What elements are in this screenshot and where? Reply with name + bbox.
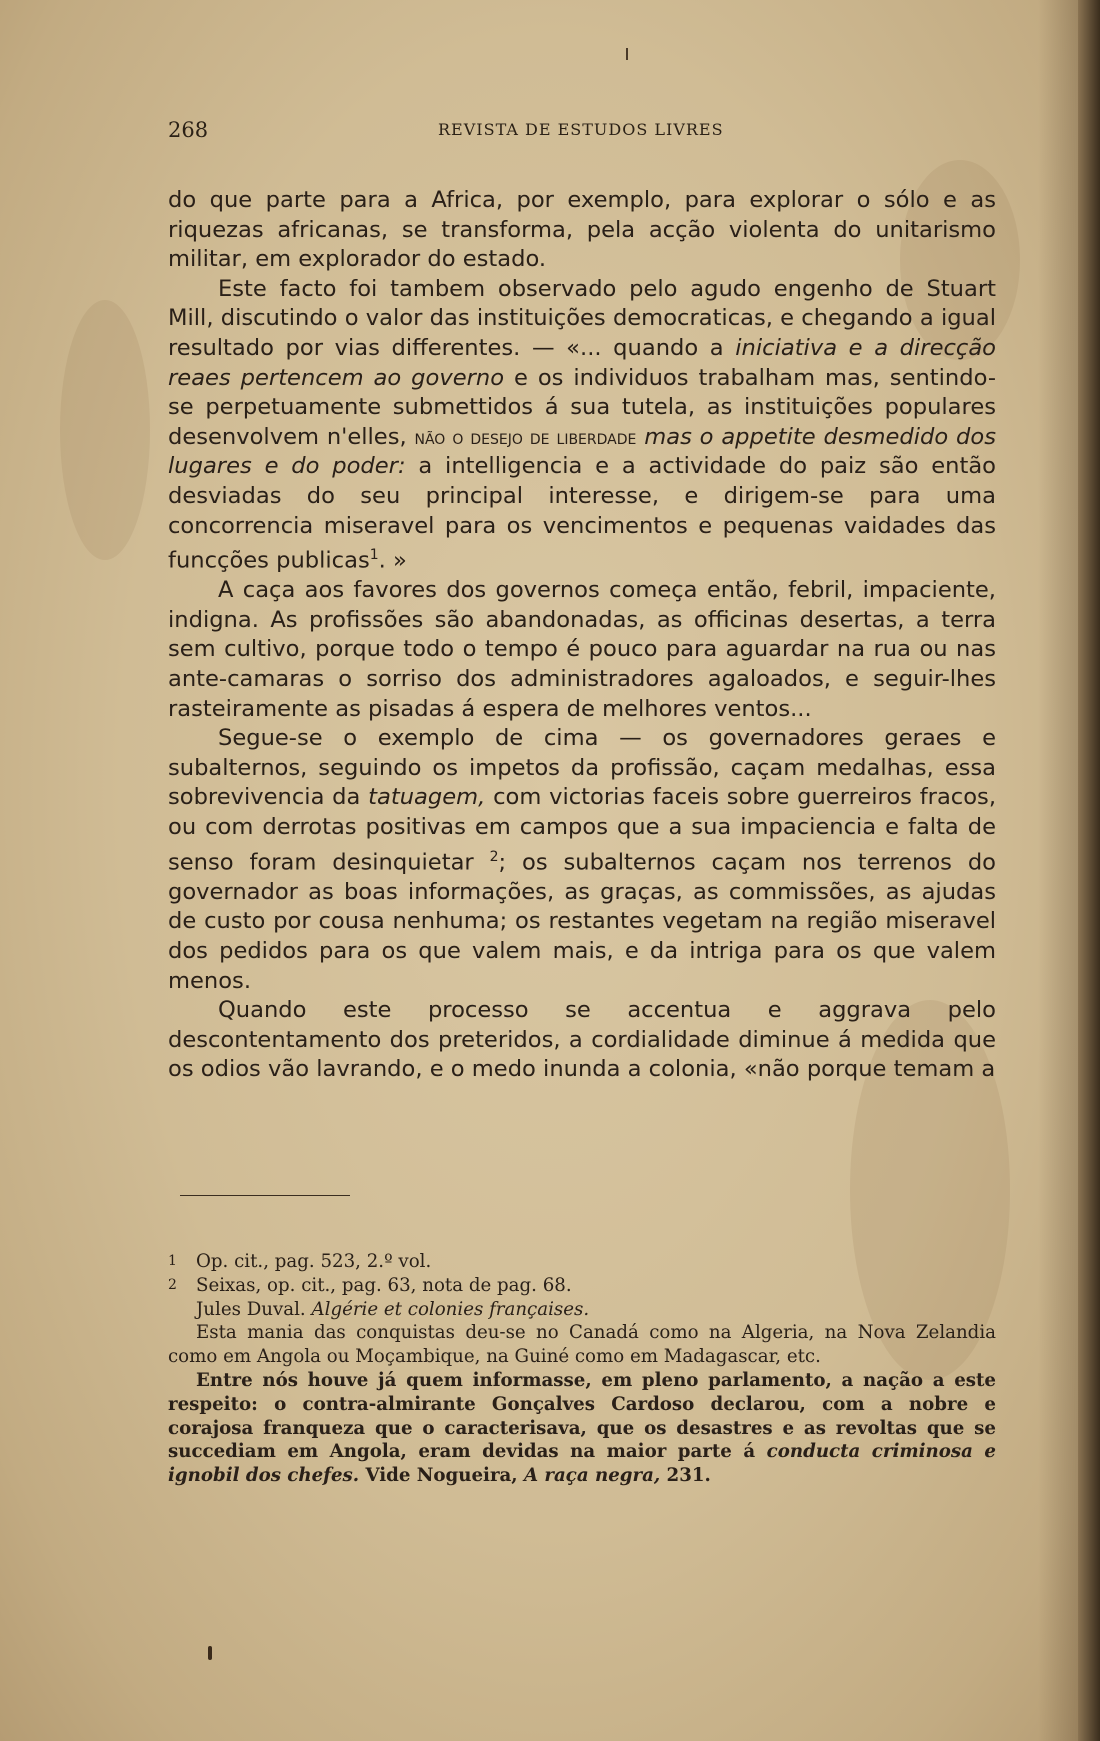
footnote-2 [168,1274,996,1298]
paragraph-2-part: a intelligencia e a actividade do paiz são então desviadas do seu principal interesse, e dirigem-se para uma concorrencia miseravel para os vencimentos e pequenas vaidades das funcções publicas [168,453,996,574]
ink-mark [626,48,628,60]
footnote-2-paragraph-2 [168,1369,996,1488]
page-binding-edge [1078,0,1100,1741]
paragraph-2-part: e os individuos trabalham mas, sentindo-se perpetuamente submettidos á sua tutela, as instituições populares desenvolvem n'elles, [168,364,996,450]
footnote-italic: A raça negra, [523,1465,661,1487]
paragraph-4-part: Segue-se o exemplo de cima — os governadores geraes e subalternos, seguindo os impetos da profissão, caçam medalhas, essa sobrevivencia da [168,725,996,811]
running-header [168,118,996,148]
footnote-ref-1[interactable]: 1 [369,547,379,564]
footnote-book-title: Algérie et colonies françaises. [311,1298,590,1320]
footnote-2-source [168,1298,996,1322]
ink-mark [208,1646,212,1660]
footnote-part: Entre nós houve já quem informasse, em pleno parlamento, a nação a este respeito: o contra-almirante Gonçalves Cardoso declarou, com a nobre e corajosa franqueza que o caracterisava, que os desastres e as revoltas que se succediam em Angola, eram devidas na maior parte á [168,1369,996,1463]
footnote-number: 2 [168,1276,177,1293]
footnote-ref-2[interactable]: 2 [489,848,499,865]
italic-word: tatuagem, [368,784,486,811]
paragraph-4-part: com victorias faceis sobre guerreiros fracos, ou com derrotas positivas em campos que a sua impaciencia e falta de senso foram desinquietar [168,784,996,876]
footnote-italic: conducta criminosa e ignobil dos chefes. [168,1441,996,1487]
footnotes [168,1250,996,1488]
page-edge-shadow [1038,0,1078,1741]
italic-quote: iniciativa e a direcção reaes pertencem ao governo [168,334,996,391]
footnote-part: 231. [660,1465,711,1487]
paragraph-1: do que parte para a Africa, por exemplo, para explorar o sólo e as riquezas africanas, se transforma, pela acção violenta do unitarismo militar, em explorador do estado. [168,187,996,273]
footnote-author: Jules Duval. [196,1298,312,1320]
footnote-text: Seixas, op. cit., pag. 63, nota de pag. 68. [196,1274,572,1296]
footnote-2-paragraph-1: Esta mania das conquistas deu-se no Canadá como na Algeria, na Nova Zelandia como em Angola ou Moçambique, na Guiné como em Madagascar, etc. [168,1322,996,1368]
paragraph-2-part: Este facto foi tambem observado pelo agudo engenho de Stuart Mill, discutindo o valor das instituições democraticas, e chegando a igual resultado por vias differentes. — «... quando a [168,275,996,361]
paragraph-4 [168,724,996,996]
footnote-number: 1 [168,1253,177,1269]
footnote-divider [180,1195,350,1196]
running-title: REVISTA DE ESTUDOS LIVRES [438,120,724,139]
footnote-text: Op. cit., pag. 523, 2.º vol. [196,1251,432,1272]
paragraph-2-part: . » [378,547,407,574]
paragraph-3: A caça aos favores dos governos começa então, febril, impaciente, indigna. As profissões são abandonadas, as officinas desertas, a terra sem cultivo, porque todo o tempo é pouco para aguardar na rua ou nas ante-camaras o sorriso dos administradores agaloados, e seguir-lhes rasteiramente as pisadas á espera de melhores ventos... [168,577,996,722]
small-caps-phrase: não o desejo de liberdade [414,424,637,449]
italic-quote: mas o appetite desmedido dos lugares e do poder: [168,423,996,480]
footnote-1 [168,1250,996,1274]
paragraph-4-part: ; os subalternos caçam nos terrenos do governador as boas informações, as graças, as commissões, as ajudas de custo por cousa nenhuma; os restantes vegetam na região miseravel dos pedidos para os que valem mais, e da intriga para os que valem menos. [168,849,996,994]
paragraph-5: Quando este processo se accentua e aggrava pelo descontentamento dos preteridos, a cordialidade diminue á medida que os odios vão lavrando, e o medo inunda a colonia, «não porque temam a [168,997,996,1083]
paper-stain [60,300,150,560]
footnote-part: Vide Nogueira, [359,1465,524,1487]
page-number: 268 [168,118,209,142]
paragraph-2 [168,275,996,576]
main-text [168,186,996,1085]
